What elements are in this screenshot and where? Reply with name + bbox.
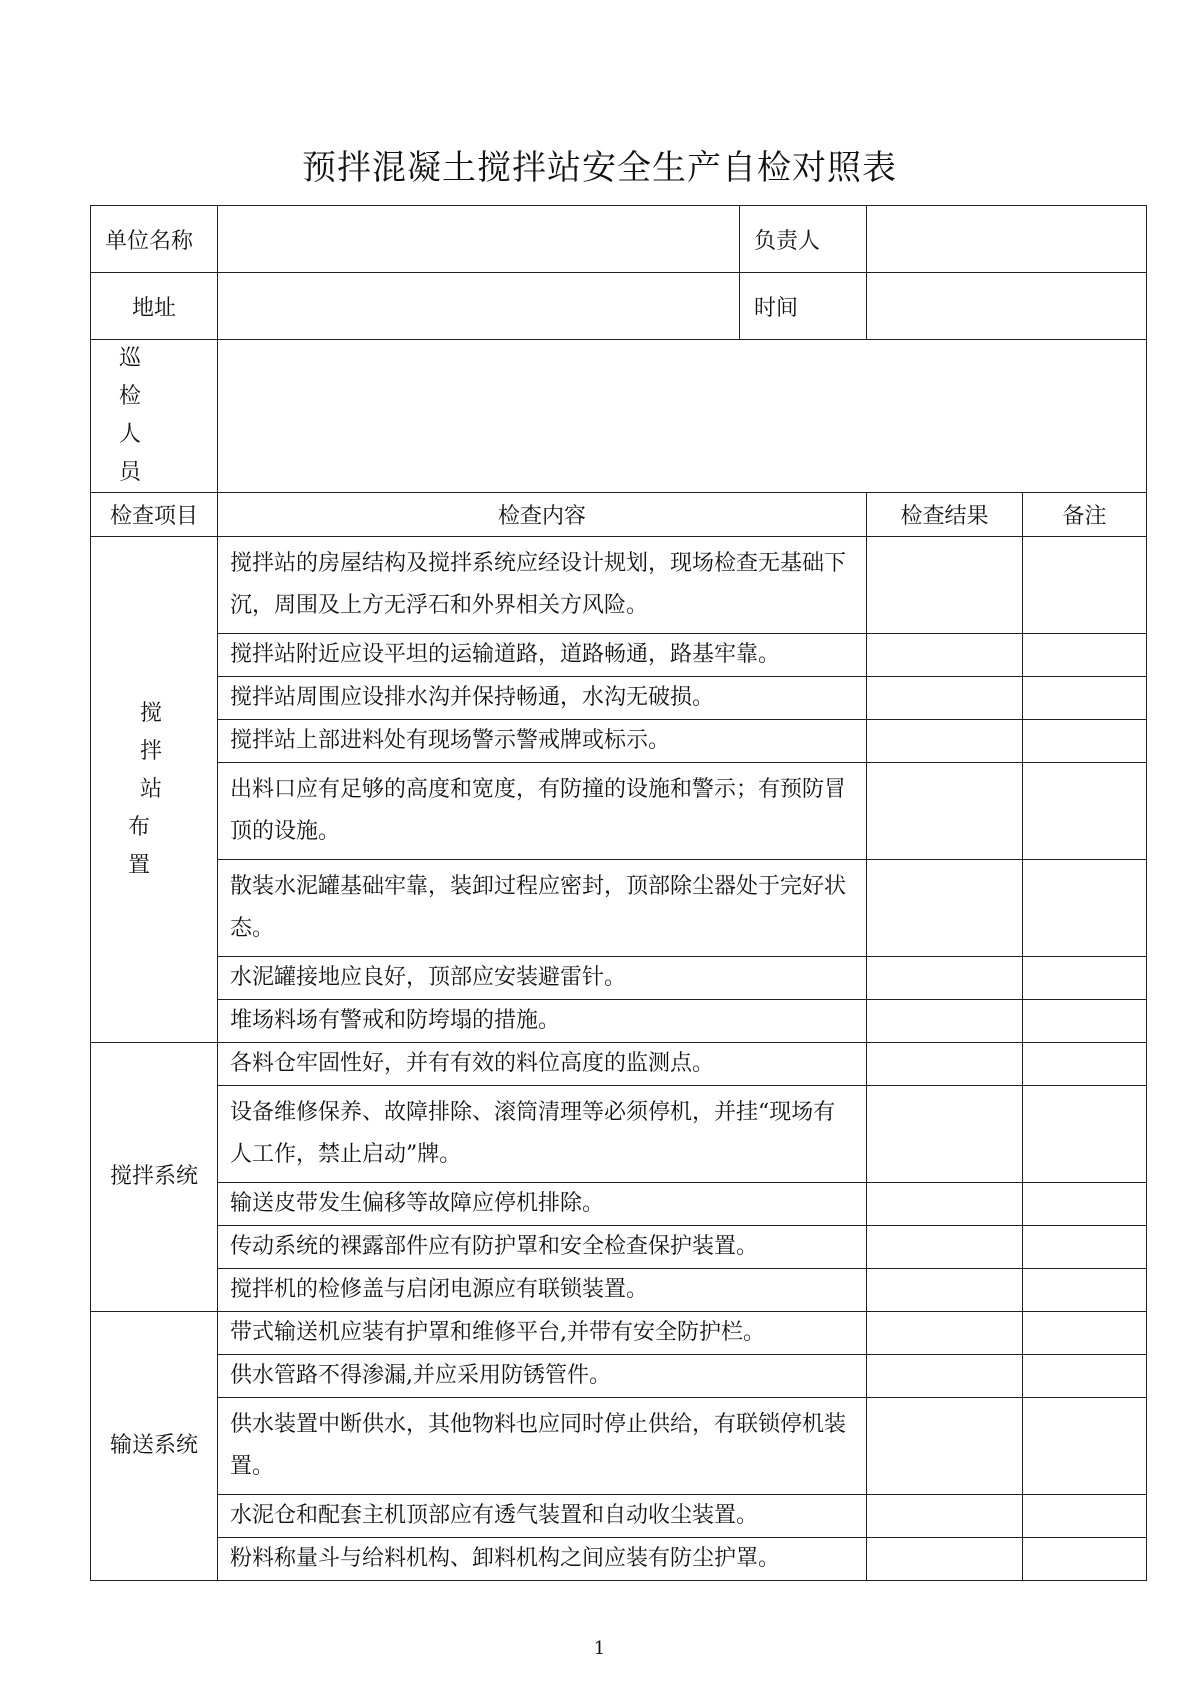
check-content: 水泥仓和配套主机顶部应有透气装置和自动收尘装置。 <box>218 1495 867 1538</box>
note-cell[interactable] <box>1023 537 1147 634</box>
check-content: 供水装置中断供水，其他物料也应同时停止供给，有联锁停机装置。 <box>218 1398 867 1495</box>
note-cell[interactable] <box>1023 634 1147 677</box>
page-number: 1 <box>593 1638 606 1659</box>
note-cell[interactable] <box>1023 1000 1147 1043</box>
check-content: 输送皮带发生偏移等故障应停机排除。 <box>218 1183 867 1226</box>
note-cell[interactable] <box>1023 860 1147 957</box>
result-cell[interactable] <box>867 1398 1023 1495</box>
note-cell[interactable] <box>1023 1355 1147 1398</box>
table-row <box>91 1538 1147 1581</box>
note-cell[interactable] <box>1023 1538 1147 1581</box>
note-cell[interactable] <box>1023 1495 1147 1538</box>
check-content: 设备维修保养、故障排除、滚筒清理等必须停机，并挂“现场有人工作，禁止启动”牌。 <box>218 1086 867 1183</box>
table-row <box>91 1000 1147 1043</box>
note-cell[interactable] <box>1023 720 1147 763</box>
inspector-label-line1: 巡 检 <box>119 346 170 409</box>
check-content: 堆场料场有警戒和防垮塌的措施。 <box>218 1000 867 1043</box>
inspection-table <box>90 205 1147 1581</box>
responsible-label: 负责人 <box>740 206 867 273</box>
result-cell[interactable] <box>867 1538 1023 1581</box>
category-label-line1: 输送系统 <box>109 1433 198 1458</box>
table-row <box>91 1269 1147 1312</box>
check-content: 搅拌站附近应设平坦的运输道路，道路畅通，路基牢靠。 <box>218 634 867 677</box>
table-row <box>91 1183 1147 1226</box>
note-cell[interactable] <box>1023 1398 1147 1495</box>
table-row <box>91 1355 1147 1398</box>
inspector-label-line2: 人 员 <box>119 422 170 485</box>
unit-name-label: 单位名称 <box>91 206 218 273</box>
result-cell[interactable] <box>867 1000 1023 1043</box>
inspector-field[interactable] <box>218 340 1147 493</box>
table-row <box>91 634 1147 677</box>
header-row-address <box>91 273 1147 340</box>
check-content: 搅拌站周围应设排水沟并保持畅通，水沟无破损。 <box>218 677 867 720</box>
note-cell[interactable] <box>1023 957 1147 1000</box>
result-cell[interactable] <box>867 634 1023 677</box>
unit-name-field[interactable] <box>218 206 740 273</box>
table-row <box>91 720 1147 763</box>
note-cell[interactable] <box>1023 1043 1147 1086</box>
check-content: 带式输送机应装有护罩和维修平台,并带有安全防护栏。 <box>218 1312 867 1355</box>
result-cell[interactable] <box>867 1086 1023 1183</box>
note-cell[interactable] <box>1023 1183 1147 1226</box>
result-cell[interactable] <box>867 1043 1023 1086</box>
result-cell[interactable] <box>867 1355 1023 1398</box>
col-header-item: 检查项目 <box>91 493 218 537</box>
check-content: 搅拌站的房屋结构及搅拌系统应经设计规划，现场检查无基础下沉，周围及上方无浮石和外界相关方风险。 <box>218 537 867 634</box>
table-row <box>91 1312 1147 1355</box>
table-row <box>91 763 1147 860</box>
check-content: 传动系统的裸露部件应有防护罩和安全检查保护装置。 <box>218 1226 867 1269</box>
responsible-field[interactable] <box>867 206 1147 273</box>
time-label: 时间 <box>740 273 867 340</box>
note-cell[interactable] <box>1023 763 1147 860</box>
check-content: 搅拌机的检修盖与启闭电源应有联锁装置。 <box>218 1269 867 1312</box>
check-content: 散装水泥罐基础牢靠，装卸过程应密封，顶部除尘器处于完好状态。 <box>218 860 867 957</box>
table-row <box>91 1495 1147 1538</box>
header-row-unit <box>91 206 1147 273</box>
note-cell[interactable] <box>1023 1312 1147 1355</box>
table-row <box>91 860 1147 957</box>
check-content: 搅拌站上部进料处有现场警示警戒牌或标示。 <box>218 720 867 763</box>
table-row <box>91 677 1147 720</box>
category-mixing-system <box>91 1043 218 1312</box>
table-row <box>91 537 1147 634</box>
inspector-label <box>91 340 218 493</box>
col-header-content: 检查内容 <box>218 493 867 537</box>
check-content: 水泥罐接地应良好，顶部应安装避雷针。 <box>218 957 867 1000</box>
result-cell[interactable] <box>867 1183 1023 1226</box>
category-label-line2: 布 置 <box>127 814 200 878</box>
category-conveying-system <box>91 1312 218 1581</box>
result-cell[interactable] <box>867 677 1023 720</box>
time-field[interactable] <box>867 273 1147 340</box>
col-header-result: 检查结果 <box>867 493 1023 537</box>
result-cell[interactable] <box>867 1226 1023 1269</box>
table-row <box>91 1086 1147 1183</box>
column-header-row <box>91 493 1147 537</box>
note-cell[interactable] <box>1023 1086 1147 1183</box>
check-content: 出料口应有足够的高度和宽度，有防撞的设施和警示；有预防冒顶的设施。 <box>218 763 867 860</box>
table-row <box>91 1043 1147 1086</box>
category-label-line1: 搅 拌 站 <box>139 700 188 802</box>
result-cell[interactable] <box>867 1269 1023 1312</box>
table-row <box>91 1398 1147 1495</box>
category-station-layout <box>91 537 218 1043</box>
result-cell[interactable] <box>867 720 1023 763</box>
result-cell[interactable] <box>867 537 1023 634</box>
col-header-note: 备注 <box>1023 493 1147 537</box>
result-cell[interactable] <box>867 1312 1023 1355</box>
address-label: 地址 <box>91 273 218 340</box>
check-content: 粉料称量斗与给料机构、卸料机构之间应装有防尘护罩。 <box>218 1538 867 1581</box>
category-label-line1: 搅拌系统 <box>109 1164 198 1189</box>
note-cell[interactable] <box>1023 1269 1147 1312</box>
result-cell[interactable] <box>867 957 1023 1000</box>
table-row <box>91 957 1147 1000</box>
result-cell[interactable] <box>867 860 1023 957</box>
page-title: 预拌混凝土搅拌站安全生产自检对照表 <box>302 148 897 188</box>
note-cell[interactable] <box>1023 677 1147 720</box>
address-field[interactable] <box>218 273 740 340</box>
result-cell[interactable] <box>867 763 1023 860</box>
note-cell[interactable] <box>1023 1226 1147 1269</box>
table-row <box>91 1226 1147 1269</box>
check-content: 各料仓牢固性好，并有有效的料位高度的监测点。 <box>218 1043 867 1086</box>
header-row-inspector <box>91 340 1147 493</box>
result-cell[interactable] <box>867 1495 1023 1538</box>
check-content: 供水管路不得渗漏,并应采用防锈管件。 <box>218 1355 867 1398</box>
